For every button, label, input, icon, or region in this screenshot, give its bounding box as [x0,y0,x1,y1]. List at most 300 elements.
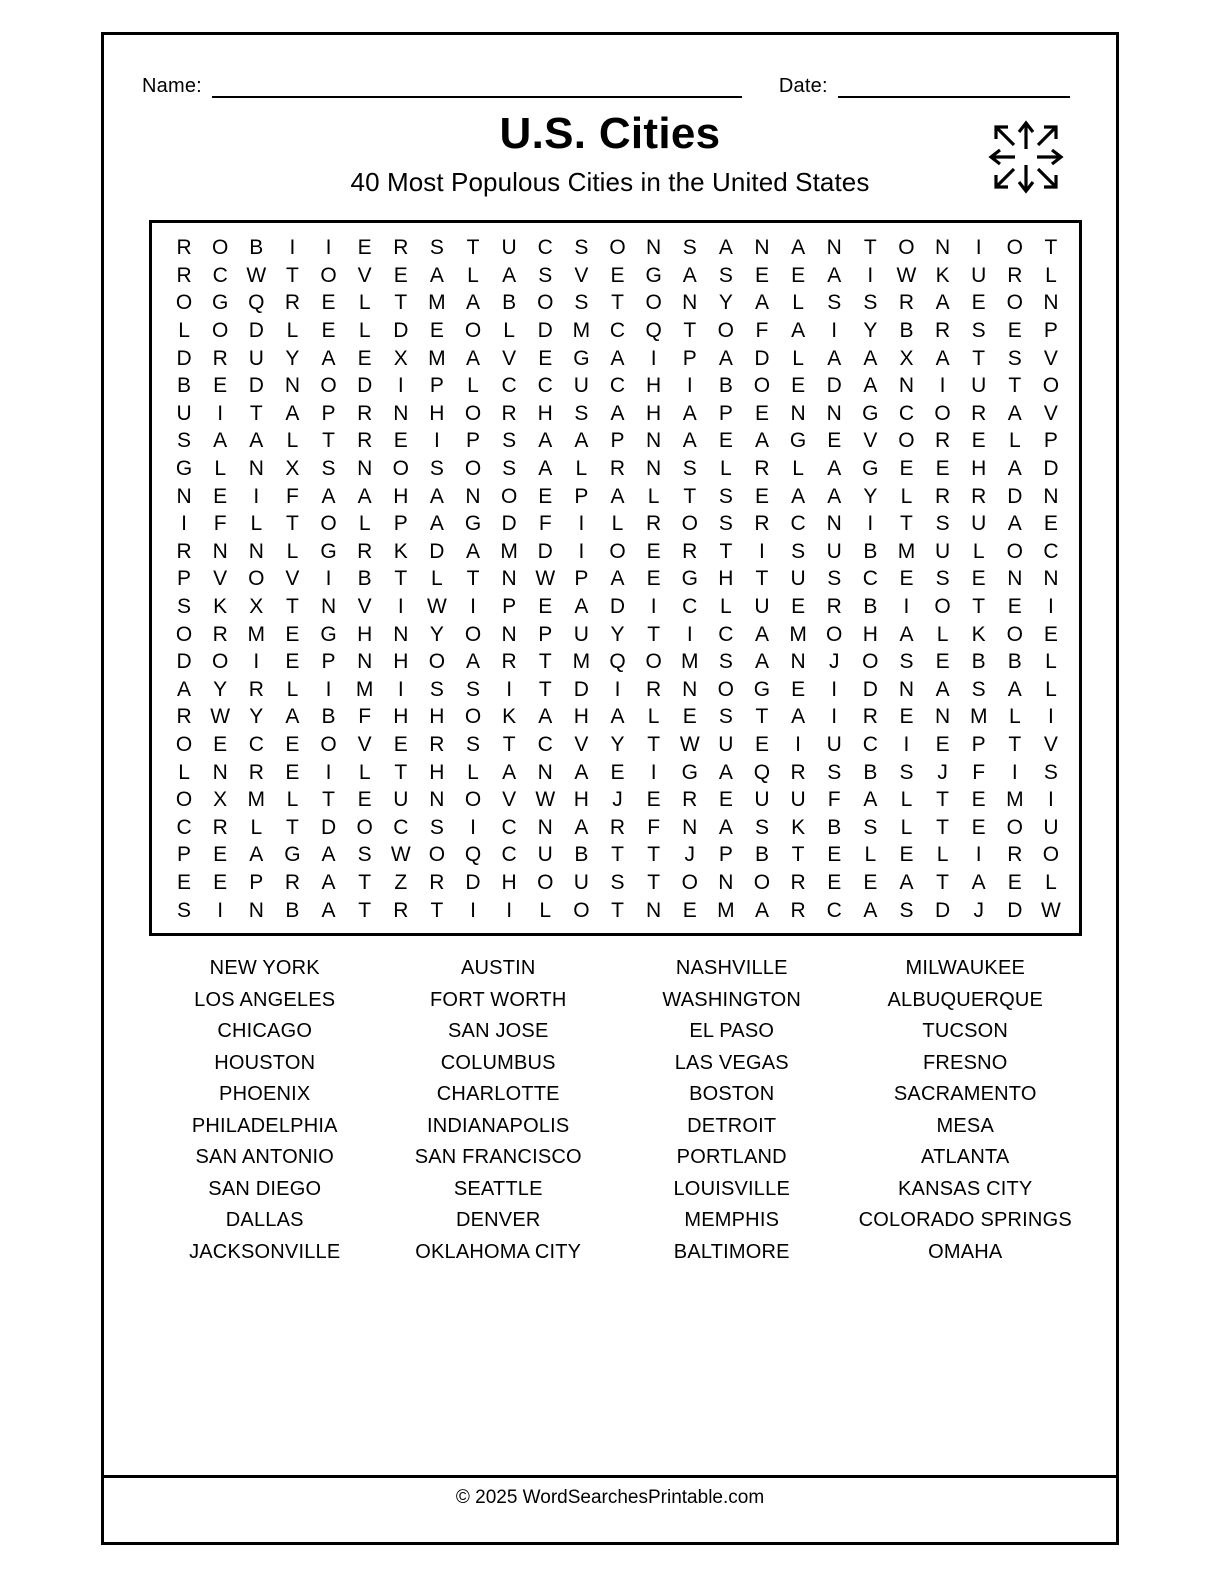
grid-cell[interactable]: O [862,650,879,674]
grid-cell[interactable]: L [575,457,588,481]
grid-cell[interactable]: R [176,705,192,729]
grid-cell[interactable]: G [284,843,301,867]
grid-cell[interactable]: A [429,512,444,536]
grid-cell[interactable]: C [501,374,517,398]
grid-cell[interactable]: I [325,677,332,701]
word-list-item[interactable]: WASHINGTON [662,988,802,1011]
grid-cell[interactable]: I [181,512,187,536]
grid-cell[interactable]: E [971,788,986,812]
grid-cell[interactable]: A [682,263,697,287]
grid-cell[interactable]: L [647,484,660,508]
grid-cell[interactable]: G [175,457,193,481]
grid-cell[interactable]: E [538,595,553,619]
grid-cell[interactable]: I [217,401,224,425]
grid-cell[interactable]: R [790,871,806,895]
grid-cell[interactable]: R [248,677,264,701]
grid-cell[interactable]: L [792,346,804,370]
grid-cell[interactable]: O [1042,374,1060,398]
grid-cell[interactable]: S [682,457,697,481]
grid-cell[interactable]: O [934,595,951,619]
grid-cell[interactable]: L [1045,871,1057,895]
grid-cell[interactable]: I [831,705,838,729]
grid-cell[interactable]: O [717,319,735,343]
grid-cell[interactable]: V [357,733,372,757]
grid-cell[interactable]: E [1007,319,1022,343]
grid-cell[interactable]: B [574,843,589,867]
grid-cell[interactable]: O [681,871,698,895]
grid-cell[interactable]: R [934,484,951,508]
grid-cell[interactable]: L [1008,705,1021,729]
grid-cell[interactable]: A [791,705,806,729]
grid-cell[interactable]: Q [248,291,265,315]
grid-cell[interactable]: J [937,760,948,784]
grid-cell[interactable]: I [470,595,476,619]
grid-cell[interactable]: P [1043,319,1058,343]
grid-cell[interactable]: U [826,733,842,757]
grid-cell[interactable]: B [718,374,733,398]
grid-cell[interactable]: E [285,733,300,757]
word-list-item[interactable]: AUSTIN [460,957,536,979]
grid-cell[interactable]: T [936,815,949,839]
grid-cell[interactable]: L [467,760,479,784]
grid-cell[interactable]: E [935,457,950,481]
grid-cell[interactable]: E [646,567,661,591]
grid-cell[interactable]: F [358,705,372,729]
grid-cell[interactable]: S [466,677,481,701]
grid-cell[interactable]: N [537,815,553,839]
grid-cell[interactable]: O [428,650,446,674]
grid-cell[interactable]: T [538,650,552,674]
grid-cell[interactable]: H [573,705,589,729]
grid-cell[interactable]: R [393,236,409,260]
grid-cell[interactable]: I [903,733,910,757]
grid-cell[interactable]: A [791,319,806,343]
grid-cell[interactable]: A [718,346,733,370]
grid-cell[interactable]: R [790,760,806,784]
grid-cell[interactable]: S [718,263,733,287]
grid-cell[interactable]: M [789,622,807,646]
grid-cell[interactable]: L [792,457,804,481]
grid-cell[interactable]: S [827,291,842,315]
grid-cell[interactable]: L [720,457,732,481]
grid-cell[interactable]: O [248,567,265,591]
grid-cell[interactable]: E [213,374,228,398]
grid-cell[interactable]: B [502,291,517,315]
word-list-item[interactable]: PHILADELPHIA [191,1114,338,1137]
grid-cell[interactable]: D [537,539,553,563]
grid-cell[interactable]: V [213,567,228,591]
grid-cell[interactable]: L [1045,650,1057,674]
grid-cell[interactable]: N [826,236,842,260]
grid-cell[interactable]: N [1007,567,1023,591]
grid-cell[interactable]: O [464,401,482,425]
grid-cell[interactable]: U [754,788,770,812]
grid-cell[interactable]: Z [394,871,408,895]
grid-cell[interactable]: E [899,457,914,481]
word-list-item[interactable]: LOS ANGELES [194,988,336,1011]
grid-cell[interactable]: S [502,429,517,453]
grid-cell[interactable]: E [682,898,697,922]
grid-cell[interactable]: O [1006,291,1023,315]
grid-cell[interactable]: I [867,263,874,287]
grid-cell[interactable]: T [322,788,335,812]
grid-cell[interactable]: A [935,291,950,315]
grid-cell[interactable]: I [253,650,260,674]
grid-cell[interactable]: L [1045,677,1057,701]
grid-cell[interactable]: R [790,898,806,922]
grid-cell[interactable]: B [899,319,914,343]
grid-cell[interactable]: L [358,760,371,784]
word-list-item[interactable]: SAN FRANCISCO [414,1146,582,1168]
word-list-item[interactable]: INDIANAPOLIS [427,1114,570,1137]
grid-cell[interactable]: I [397,374,404,398]
grid-cell[interactable]: I [433,429,440,453]
grid-cell[interactable]: X [249,595,264,619]
grid-cell[interactable]: E [899,705,914,729]
word-list-item[interactable]: PORTLAND [676,1146,787,1168]
grid-cell[interactable]: A [754,898,769,922]
grid-cell[interactable]: T [647,843,661,867]
word-list-item[interactable]: DENVER [455,1209,541,1231]
grid-cell[interactable]: E [357,236,372,260]
grid-cell[interactable]: T [719,539,733,563]
grid-cell[interactable]: E [935,733,950,757]
grid-cell[interactable]: R [646,512,662,536]
grid-cell[interactable]: L [647,705,660,729]
grid-cell[interactable]: R [357,429,373,453]
grid-cell[interactable]: S [718,484,733,508]
grid-cell[interactable]: O [1006,622,1023,646]
grid-cell[interactable]: X [285,457,300,481]
grid-cell[interactable]: I [650,346,657,370]
grid-cell[interactable]: I [578,512,585,536]
grid-cell[interactable]: A [718,815,733,839]
grid-cell[interactable]: O [609,539,626,563]
grid-cell[interactable]: D [176,650,192,674]
grid-cell[interactable]: M [969,705,988,729]
grid-cell[interactable]: E [357,346,372,370]
grid-cell[interactable]: B [863,595,878,619]
grid-cell[interactable]: A [429,484,444,508]
grid-cell[interactable]: I [831,319,838,343]
grid-cell[interactable]: B [863,539,878,563]
grid-cell[interactable]: H [537,401,553,425]
grid-cell[interactable]: E [393,733,408,757]
grid-cell[interactable]: D [609,595,626,619]
word-list-item[interactable]: DETROIT [687,1114,777,1137]
grid-cell[interactable]: B [971,650,986,674]
grid-cell[interactable]: H [393,484,409,508]
word-list-item[interactable]: OMAHA [928,1240,1003,1263]
grid-cell[interactable]: E [177,871,192,895]
grid-cell[interactable]: H [718,567,734,591]
word-list-item[interactable]: MESA [936,1114,994,1137]
grid-cell[interactable]: D [176,346,192,370]
grid-cell[interactable]: U [971,263,987,287]
grid-cell[interactable]: E [791,374,806,398]
word-list-item[interactable]: CHARLOTTE [436,1083,560,1105]
grid-cell[interactable]: S [971,677,986,701]
grid-cell[interactable]: P [971,733,986,757]
grid-cell[interactable]: N [501,567,517,591]
grid-cell[interactable]: N [826,512,842,536]
grid-cell[interactable]: N [248,539,264,563]
grid-cell[interactable]: S [610,871,625,895]
grid-cell[interactable]: A [574,595,589,619]
grid-cell[interactable]: R [1007,843,1023,867]
grid-cell[interactable]: C [1043,539,1059,563]
grid-cell[interactable]: O [175,291,193,315]
grid-cell[interactable]: L [936,622,949,646]
grid-cell[interactable]: A [466,539,481,563]
grid-cell[interactable]: I [325,760,332,784]
grid-cell[interactable]: P [177,567,192,591]
grid-cell[interactable]: N [320,595,337,619]
grid-cell[interactable]: E [285,650,300,674]
grid-cell[interactable]: N [682,677,698,701]
name-input-line[interactable] [212,74,742,98]
grid-cell[interactable]: A [863,788,878,812]
grid-cell[interactable]: O [1006,539,1023,563]
grid-cell[interactable]: C [609,319,626,343]
grid-cell[interactable]: A [935,677,950,701]
grid-cell[interactable]: S [574,401,589,425]
grid-cell[interactable]: I [1048,595,1054,619]
grid-cell[interactable]: E [213,843,228,867]
grid-cell[interactable]: C [537,733,553,757]
grid-cell[interactable]: G [862,401,879,425]
grid-cell[interactable]: N [1043,484,1059,508]
grid-cell[interactable]: E [899,567,914,591]
grid-cell[interactable]: A [285,705,300,729]
grid-cell[interactable]: U [248,346,264,370]
grid-cell[interactable]: S [718,512,733,536]
grid-cell[interactable]: F [755,319,769,343]
grid-cell[interactable]: N [393,401,409,425]
grid-cell[interactable]: O [320,733,337,757]
word-list-item[interactable]: OKLAHOMA CITY [415,1240,582,1263]
word-list-item[interactable]: ATLANTA [921,1146,1010,1168]
grid-cell[interactable]: N [1043,291,1059,315]
grid-cell[interactable]: H [971,457,987,481]
grid-cell[interactable]: L [467,263,479,287]
grid-cell[interactable]: T [286,595,299,619]
grid-cell[interactable]: F [827,788,841,812]
grid-cell[interactable]: S [177,898,192,922]
word-list-item[interactable]: CHICAGO [217,1020,313,1042]
grid-cell[interactable]: H [429,401,445,425]
grid-cell[interactable]: I [1011,760,1018,784]
grid-cell[interactable]: K [393,539,408,563]
grid-cell[interactable]: D [862,677,878,701]
grid-cell[interactable]: S [863,815,878,839]
grid-cell[interactable]: O [175,788,193,812]
grid-cell[interactable]: L [864,843,877,867]
grid-cell[interactable]: R [646,677,662,701]
grid-cell[interactable]: N [465,484,481,508]
grid-cell[interactable]: T [502,733,516,757]
grid-cell[interactable]: D [320,815,337,839]
grid-cell[interactable]: T [466,567,480,591]
word-list-item[interactable]: ALBUQUERQUE [887,988,1044,1011]
grid-cell[interactable]: U [573,374,589,398]
grid-cell[interactable]: I [831,677,838,701]
grid-cell[interactable]: N [501,622,517,646]
grid-cell[interactable]: P [1043,429,1058,453]
grid-cell[interactable]: N [212,539,228,563]
grid-cell[interactable]: E [285,760,300,784]
grid-cell[interactable]: C [862,567,878,591]
grid-cell[interactable]: T [611,843,624,867]
grid-cell[interactable]: C [212,263,228,287]
grid-cell[interactable]: E [1007,871,1022,895]
grid-cell[interactable]: A [754,622,769,646]
grid-cell[interactable]: R [862,705,878,729]
grid-cell[interactable]: R [284,291,300,315]
grid-cell[interactable]: M [247,788,266,812]
grid-cell[interactable]: E [1007,595,1022,619]
grid-cell[interactable]: P [249,871,264,895]
grid-cell[interactable]: W [535,788,556,812]
grid-cell[interactable]: R [609,815,626,839]
grid-cell[interactable]: C [501,815,517,839]
grid-cell[interactable]: T [683,319,697,343]
word-list-item[interactable]: COLUMBUS [440,1051,556,1074]
grid-cell[interactable]: O [320,512,337,536]
grid-cell[interactable]: E [827,843,842,867]
grid-cell[interactable]: H [573,788,589,812]
grid-cell[interactable]: A [466,291,481,315]
grid-cell[interactable]: R [934,429,951,453]
grid-cell[interactable]: Q [609,650,626,674]
grid-cell[interactable]: A [718,236,733,260]
grid-cell[interactable]: E [718,429,733,453]
grid-cell[interactable]: T [755,567,769,591]
grid-cell[interactable]: S [682,236,697,260]
grid-cell[interactable]: A [538,705,553,729]
grid-cell[interactable]: I [470,898,476,922]
grid-cell[interactable]: H [501,871,517,895]
grid-cell[interactable]: O [537,871,554,895]
grid-cell[interactable]: S [357,843,372,867]
grid-cell[interactable]: C [609,374,626,398]
grid-cell[interactable]: W [535,567,556,591]
grid-cell[interactable]: U [393,788,409,812]
grid-cell[interactable]: E [827,871,842,895]
grid-cell[interactable]: A [1007,457,1022,481]
grid-cell[interactable]: W [426,595,447,619]
word-list-item[interactable]: PHOENIX [219,1083,311,1105]
grid-cell[interactable]: M [355,677,374,701]
grid-cell[interactable]: I [506,677,513,701]
word-list-item[interactable]: COLORADO SPRINGS [858,1209,1072,1231]
grid-cell[interactable]: R [212,815,228,839]
grid-cell[interactable]: I [578,539,585,563]
grid-cell[interactable]: A [827,457,842,481]
grid-cell[interactable]: N [537,760,553,784]
grid-cell[interactable]: E [213,733,228,757]
grid-cell[interactable]: N [790,650,806,674]
grid-cell[interactable]: E [321,291,336,315]
grid-cell[interactable]: O [175,733,193,757]
grid-cell[interactable]: N [248,457,264,481]
grid-cell[interactable]: I [867,512,874,536]
grid-cell[interactable]: L [214,457,227,481]
grid-cell[interactable]: S [827,567,842,591]
grid-cell[interactable]: A [177,677,192,701]
grid-cell[interactable]: Y [429,622,444,646]
grid-cell[interactable]: S [899,760,914,784]
grid-cell[interactable]: O [464,319,482,343]
grid-cell[interactable]: R [176,236,192,260]
grid-cell[interactable]: L [250,815,263,839]
grid-cell[interactable]: S [429,815,444,839]
word-list-item[interactable]: SEATTLE [453,1177,543,1200]
grid-cell[interactable]: E [682,705,697,729]
grid-cell[interactable]: I [650,760,657,784]
grid-cell[interactable]: Y [285,346,300,370]
grid-cell[interactable]: A [249,843,264,867]
word-list-item[interactable]: TUCSON [922,1020,1009,1042]
grid-cell[interactable]: M [1006,788,1024,812]
grid-cell[interactable]: L [431,567,443,591]
grid-cell[interactable]: N [284,374,300,398]
grid-cell[interactable]: A [610,567,625,591]
word-list-item[interactable]: SAN ANTONIO [195,1146,335,1168]
grid-cell[interactable]: E [213,871,228,895]
grid-cell[interactable]: S [935,512,950,536]
grid-cell[interactable]: A [899,622,914,646]
grid-cell[interactable]: C [682,595,698,619]
grid-cell[interactable]: A [321,346,336,370]
grid-cell[interactable]: S [429,677,444,701]
grid-cell[interactable]: J [612,788,623,812]
grid-cell[interactable]: R [176,263,192,287]
grid-cell[interactable]: E [538,346,553,370]
grid-cell[interactable]: S [718,650,733,674]
grid-cell[interactable]: G [862,457,879,481]
grid-cell[interactable]: O [464,705,482,729]
grid-cell[interactable]: R [176,539,192,563]
grid-cell[interactable]: R [248,760,264,784]
grid-cell[interactable]: T [611,291,624,315]
grid-cell[interactable]: S [971,319,986,343]
grid-cell[interactable]: O [212,650,229,674]
grid-cell[interactable]: S [1007,346,1022,370]
grid-cell[interactable]: G [573,346,590,370]
grid-cell[interactable]: D [248,319,264,343]
grid-cell[interactable]: K [502,705,517,729]
grid-cell[interactable]: U [790,567,806,591]
grid-cell[interactable]: R [357,539,373,563]
grid-cell[interactable]: O [645,291,662,315]
grid-cell[interactable]: A [791,236,806,260]
grid-cell[interactable]: R [754,512,770,536]
grid-cell[interactable]: R [212,622,228,646]
grid-cell[interactable]: C [790,512,806,536]
grid-cell[interactable]: S [177,595,192,619]
grid-cell[interactable]: V [574,733,589,757]
grid-cell[interactable]: D [357,374,373,398]
word-list-item[interactable]: KANSAS CITY [898,1177,1033,1200]
grid-cell[interactable]: Y [213,677,228,701]
grid-cell[interactable]: L [178,760,190,784]
grid-cell[interactable]: I [397,595,404,619]
grid-cell[interactable]: U [1043,815,1059,839]
grid-cell[interactable]: O [500,484,518,508]
grid-cell[interactable]: W [210,705,231,729]
grid-cell[interactable]: O [573,898,590,922]
